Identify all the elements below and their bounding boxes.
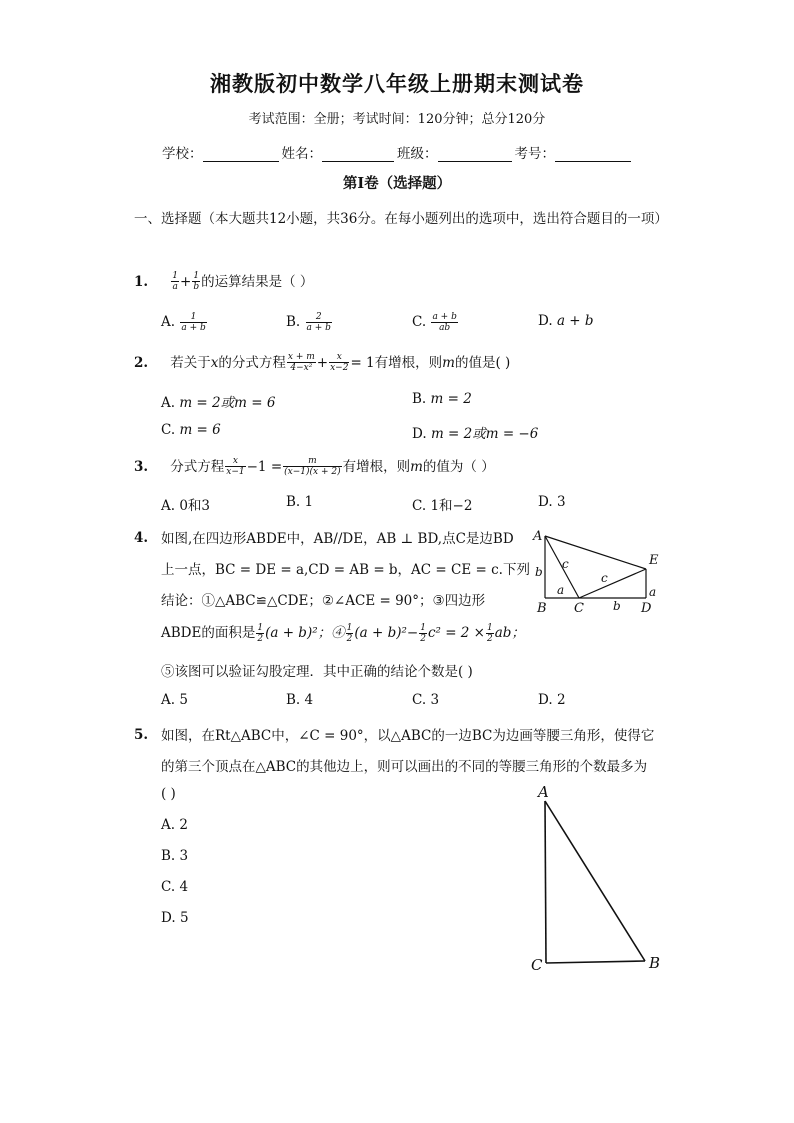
name-blank[interactable] [322,147,394,162]
name-label: 姓名： [281,146,322,162]
label-side-a: a [557,583,565,597]
label-e: E [649,553,659,568]
option-d[interactable]: D. m = 2或m = −6 [412,426,539,442]
label-side-c2: c [601,571,608,585]
fraction: $\frac{x}{x-2}$ [330,352,349,373]
question-text: 的运算结果是（ ） [201,274,314,290]
school-blank[interactable] [203,147,279,162]
section-title: 第I卷（选择题） [342,175,452,192]
segment-ce [579,569,646,598]
class-blank[interactable] [438,147,512,162]
label-a: A [538,783,549,801]
fraction: $\frac{1}{b}$ [193,271,200,292]
fraction: $\frac{m}{(x-1)(x + 2)}$ [284,456,341,477]
question-1 [134,270,313,292]
option-b[interactable]: B. 3 [161,848,189,864]
option-d[interactable]: D. 5 [161,910,189,926]
fraction: $\frac{x}{x-1}$ [226,456,245,477]
label-c: C [574,601,584,616]
segment-ab [545,801,645,961]
student-info-line [162,142,634,162]
question-5-line-2: 的第三个顶点在△ABC的其他边上，则可以画出的不同的等腰三角形的个数最多为 [161,759,648,775]
question-4 [134,527,148,546]
school-label: 学校： [162,146,203,162]
option-c[interactable]: C. 4 [161,879,189,895]
option-c[interactable]: C. $\frac{a + b}{ab}$ [412,312,457,333]
segment-cb [546,961,645,963]
option-a[interactable]: A. 0和3 [161,498,211,514]
question-2: 2. 若关于x的分式方程 $\frac{x + m}{\text{4−x²}}$ + $\frac{x}{x-2}$ = 1有增根，则m的值是( ) [134,352,511,373]
option-a[interactable]: A. $\frac{1}{a + b}$ [161,312,206,333]
question-number: 2. [134,355,149,371]
label-side-b: b [535,565,543,579]
fraction: $\frac{x + m}{\text{4−x²}}$ [287,352,315,373]
number-blank[interactable] [555,147,631,162]
option-b[interactable]: B. $\frac{2}{a + b}$ [286,312,331,333]
quadrilateral-figure [528,526,668,618]
option-a[interactable]: A. 5 [161,692,188,708]
number-label: 考号： [514,146,555,162]
option-a[interactable]: A. 2 [161,817,188,833]
question-4-line-3: 结论：①△ABC≌△CDE；②∠ACE = 90°；③四边形 [161,593,486,609]
option-b[interactable]: B. 1 [286,494,314,510]
label-side-c: c [562,557,569,571]
question-number: 5. [134,727,149,743]
option-c[interactable]: C. m = 6 [161,422,221,438]
label-c: C [531,956,543,974]
option-d[interactable]: D. 2 [538,692,566,708]
label-side-a2: a [649,585,657,599]
option-b[interactable]: B. 4 [286,692,314,708]
question-3: 3. 分式方程 $\frac{x}{x-1}$ −1 = $\frac{m}{(x-1)(x + 2)}$ 有增根，则m的值为（ ） [134,456,495,477]
question-5-line-3: ( ) [161,786,176,802]
question-4-line-5: ⑤该图可以验证勾股定理．其中正确的结论个数是( ) [161,664,473,680]
exam-subtitle: 考试范围：全册；考试时间：120分钟；总分120分 [248,112,546,127]
question-number: 4. [134,530,149,546]
label-b: B [649,954,661,972]
label-b: B [537,601,547,616]
fraction: $\frac{1}{a}$ [172,271,179,292]
question-number: 3. [134,459,149,475]
question-4-line-1: 如图,在四边形ABDE中，AB//DE，AB ⊥ BD,点C是边BD [161,531,514,547]
option-c[interactable]: C. 1和−2 [412,498,473,514]
question-4-line-2: 上一点，BC = DE = a,CD = AB = b，AC = CE = c.下列 [161,562,530,578]
option-a[interactable]: A. m = 2或m = 6 [161,395,276,411]
label-a: A [533,529,543,544]
label-d: D [641,601,652,616]
right-triangle-figure [525,780,675,976]
segment-ac [545,801,546,963]
section-instruction: 一、选择题（本大题共12小题，共36分。在每小题列出的选项中，选出符合题目的一项） [134,211,668,227]
exam-title: 湘教版初中数学八年级上册期末测试卷 [210,71,584,96]
option-d[interactable]: D. 3 [538,494,566,510]
class-label: 班级： [397,146,438,162]
question-number: 1. [134,274,149,290]
option-d[interactable]: D. a + b [538,313,594,329]
option-b[interactable]: B. m = 2 [412,391,472,407]
question-5-line-1: 如图，在Rt△ABC中，∠C = 90°，以△ABC的一边BC为边画等腰三角形，使得它 [161,728,655,744]
label-side-b2: b [613,599,621,613]
question-5 [134,724,148,743]
plus-sign: + [180,274,192,290]
question-4-line-4: ABDE的面积是 $\frac{1}{2}$ (a + b)²；④ $\frac{1}{2}$ (a + b)²− $\frac{1}{2}$ c² = 2 × $\frac{1}{2}$ ab； [161,623,525,644]
option-c[interactable]: C. 3 [412,692,440,708]
